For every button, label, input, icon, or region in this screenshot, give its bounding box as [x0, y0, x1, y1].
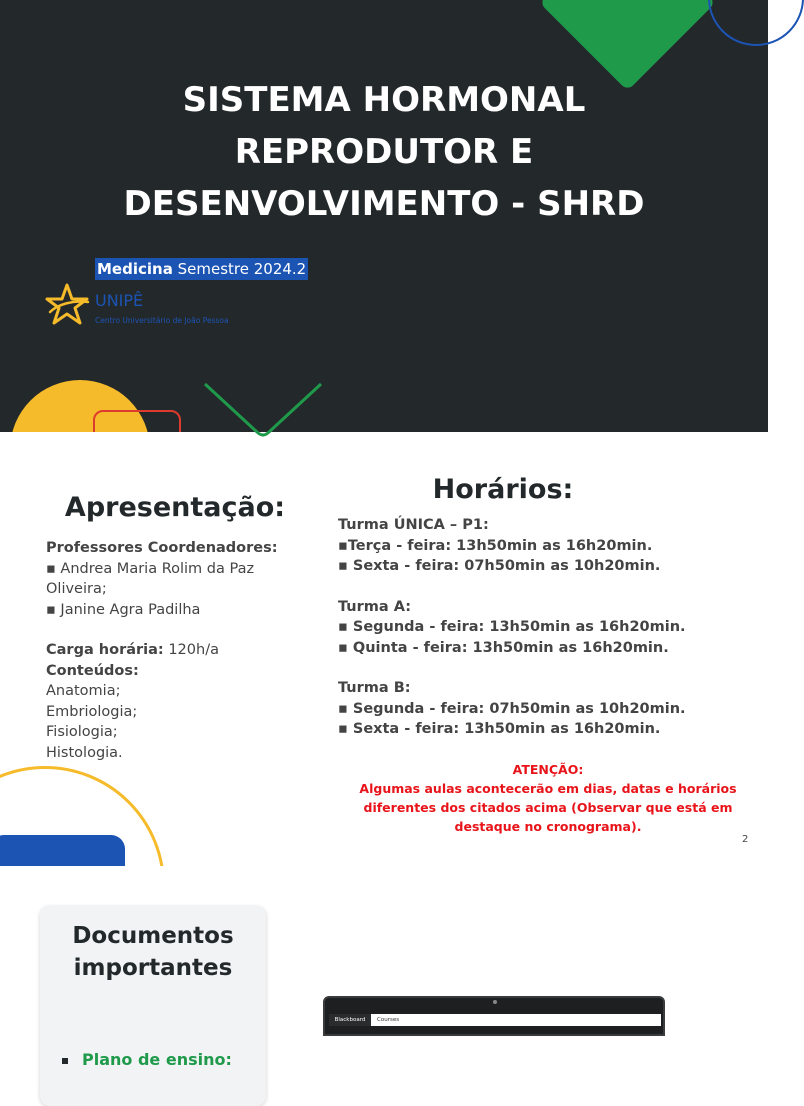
title-line: DESENVOLVIMENTO - SHRD	[123, 184, 645, 224]
coordinator-item: ▪ Andrea Maria Rolim da Paz Oliveira;	[46, 560, 255, 597]
green-chevron-decoration	[203, 382, 323, 462]
schedule-item: ▪ Sexta - feira: 13h50min as 16h20min.	[338, 721, 661, 737]
star-icon	[44, 282, 90, 326]
title-line: SISTEMA HORMONAL	[182, 80, 586, 120]
coordinators-label: Professores Coordenadores:	[46, 540, 278, 556]
bullet-icon	[62, 1058, 68, 1064]
documents-card	[40, 906, 266, 1106]
screenshot-topbar	[329, 1014, 661, 1026]
attention-notice	[338, 760, 758, 836]
group-name: Turma ÚNICA – P1:	[338, 517, 489, 533]
courses-nav: Courses	[377, 1017, 400, 1023]
logo-name: UNIPÊ	[95, 291, 144, 310]
attention-line: diferentes dos citados acima (Observar que está em	[363, 800, 733, 815]
attention-line: Algumas aulas acontecerão em dias, datas e horários	[359, 781, 737, 796]
schedule-body	[338, 515, 738, 740]
schedule-heading: Horários:	[432, 474, 574, 505]
schedule-item: ▪ Segunda - feira: 07h50min as 10h20min.	[338, 700, 686, 717]
content-item: Fisiologia;	[46, 724, 118, 740]
documents-title	[40, 920, 266, 984]
title-line: importantes	[73, 955, 233, 981]
title-slide	[0, 0, 768, 432]
workload-label: Carga horária:	[46, 642, 164, 658]
logo-tagline: Centro Universitário de João Pessoa	[95, 316, 229, 325]
info-slide	[0, 432, 768, 865]
laptop-screenshot	[323, 996, 665, 1036]
semester: Semestre 2024.2	[177, 260, 307, 278]
workload-value: 120h/a	[168, 642, 219, 658]
course-semester	[95, 258, 308, 280]
content-item: Embriologia;	[46, 703, 138, 720]
presentation-heading: Apresentação:	[64, 492, 286, 523]
title-line: REPRODUTOR E	[234, 132, 534, 172]
course-name: Medicina	[97, 260, 173, 278]
schedule-item: ▪ Segunda - feira: 13h50min as 16h20min.	[338, 619, 686, 635]
schedule-item: ▪ Quinta - feira: 13h50min as 16h20min.	[338, 639, 669, 656]
group-name: Turma A:	[338, 598, 412, 615]
content-item: Anatomia;	[46, 683, 121, 699]
slide-title	[60, 74, 708, 230]
camera-icon	[493, 1000, 497, 1004]
title-line: Documentos	[72, 923, 234, 949]
blue-ring-decoration	[708, 0, 804, 46]
documents-slide	[0, 866, 768, 1069]
group-name: Turma B:	[338, 680, 411, 696]
blackboard-logo: Blackboard	[329, 1014, 371, 1026]
schedule-item: ▪Terça - feira: 13h50min as 16h20min.	[338, 537, 653, 554]
attention-line: destaque no cronograma).	[454, 819, 642, 834]
content-item: Histologia.	[46, 744, 123, 761]
schedule-item: ▪ Sexta - feira: 07h50min as 10h20min.	[338, 558, 661, 574]
presentation-body	[46, 538, 306, 763]
page-number: 2	[742, 834, 749, 845]
contents-label: Conteúdos:	[46, 662, 139, 679]
attention-title: ATENÇÃO:	[512, 762, 584, 777]
coordinator-item: ▪ Janine Agra Padilha	[46, 601, 201, 618]
teaching-plan-label: Plano de ensino:	[82, 1050, 232, 1069]
teaching-plan-link[interactable]	[62, 1050, 262, 1069]
